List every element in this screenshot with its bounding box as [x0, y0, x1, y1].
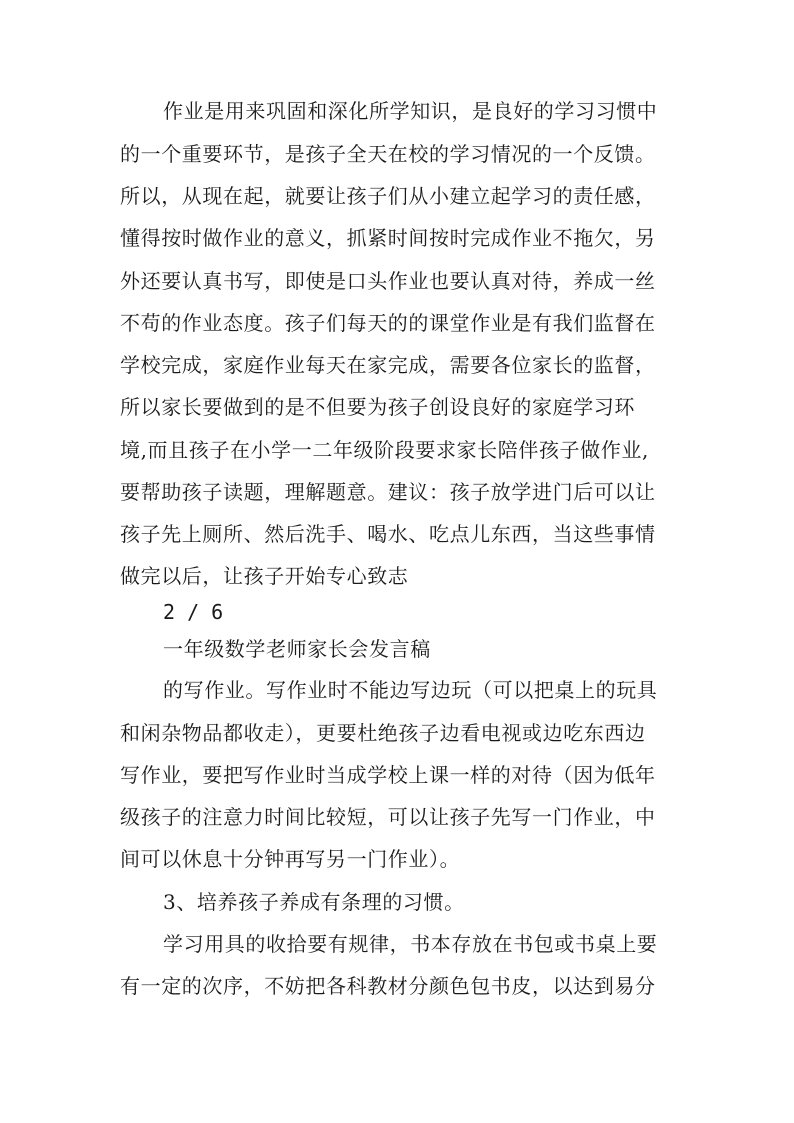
- section-heading-3: 3、培养孩子养成有条理的习惯。: [163, 890, 465, 914]
- paragraph-3-line: 学习用具的收拾要有规律，书本存放在书包或书桌上要: [163, 932, 658, 956]
- paragraph-1-line: 外还要认真书写，即使是口头作业也要认真对待，养成一丝: [120, 269, 656, 293]
- paragraph-1-line: 做完以后，让孩子开始专心致志: [120, 564, 409, 588]
- paragraph-1-line: 境,而且孩子在小学一二年级阶段要求家长陪伴孩子做作业,: [120, 438, 649, 462]
- running-title: 一年级数学老师家长会发言稿: [163, 637, 431, 661]
- paragraph-1-line: 不苟的作业态度。孩子们每天的的课堂作业是有我们监督在: [120, 311, 656, 335]
- paragraph-1-line: 要帮助孩子读题，理解题意。建议：孩子放学进门后可以让: [120, 480, 656, 504]
- page-number: 2 / 6: [163, 600, 224, 624]
- paragraph-2-line: 和闲杂物品都收走），更要杜绝孩子边看电视或边吃东西边: [120, 721, 646, 745]
- paragraph-3-line: 有一定的次序，不妨把各科教材分颜色包书皮，以达到易分: [120, 974, 656, 998]
- paragraph-1-line: 孩子先上厕所、然后洗手、喝水、吃点儿东西，当这些事情: [120, 522, 656, 546]
- paragraph-1-line: 所以，从现在起，就要让孩子们从小建立起学习的责任感，: [120, 184, 656, 208]
- paragraph-2-line: 间可以休息十分钟再写另一门作业）。: [120, 847, 461, 871]
- paragraph-1-line: 懂得按时做作业的意义，抓紧时间按时完成作业不拖欠，另: [120, 226, 656, 250]
- paragraph-1-line: 的一个重要环节，是孩子全天在校的学习情况的一个反馈。: [120, 142, 656, 166]
- paragraph-2-line: 的写作业。写作业时不能边写边玩（可以把桌上的玩具: [163, 678, 658, 702]
- paragraph-1-line: 学校完成，家庭作业每天在家完成，需要各位家长的监督，: [120, 353, 656, 377]
- paragraph-1-line: 所以家长要做到的是不但要为孩子创设良好的家庭学习环: [120, 395, 635, 419]
- paragraph-1-line: 作业是用来巩固和深化所学知识，是良好的学习习惯中: [163, 99, 658, 123]
- paragraph-2-line: 写作业，要把写作业时当成学校上课一样的对待（因为低年: [120, 763, 656, 787]
- paragraph-2-line: 级孩子的注意力时间比较短，可以让孩子先写一门作业，中: [120, 805, 656, 829]
